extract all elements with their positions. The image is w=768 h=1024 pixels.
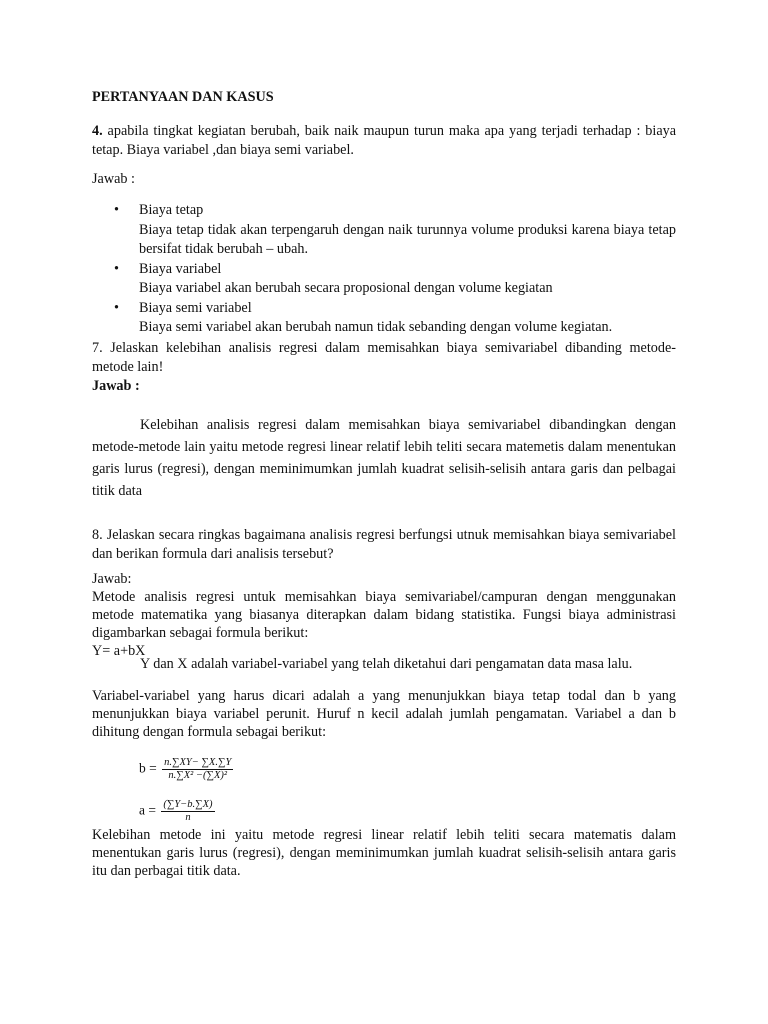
formula-b-denominator: n.∑X² −(∑X)² xyxy=(168,770,228,781)
formula-b-lhs: b = xyxy=(139,760,157,776)
question-7-answer-label: Jawab : xyxy=(92,378,140,394)
question-4-bullet-list xyxy=(92,201,676,338)
question-4-number: 4. xyxy=(92,123,103,139)
bullet-icon: • xyxy=(114,260,119,277)
formula-a-fraction xyxy=(161,799,214,824)
list-item-desc: Biaya variabel akan berubah secara proposional dengan volume kegiatan xyxy=(139,280,553,296)
list-item xyxy=(92,260,676,299)
document-heading: PERTANYAAN DAN KASUS xyxy=(92,89,274,105)
list-item-title: Biaya variabel xyxy=(139,260,222,277)
list-item-desc: Biaya semi variabel akan berubah namun tidak sebanding dengan volume kegiatan. xyxy=(139,319,613,335)
formula-a-numerator: (∑Y−b.∑X) xyxy=(163,799,213,810)
list-item xyxy=(92,299,676,338)
question-8-paragraph-3: Variabel-variabel yang harus dicari adalah a yang menunjukkan biaya tetap todal dan b yang menunjukkan biaya variabel perunit. Huruf n kecil adalah jumlah pengamatan. Variabel a dan b dihitung dengan formula sebagai berikut: xyxy=(92,688,676,740)
list-item-desc: Biaya tetap tidak akan terpengaruh dengan naik turunnya volume produksi karena biaya tetap bersifat tidak berubah – ubah. xyxy=(139,221,676,257)
list-item-title: Biaya tetap xyxy=(139,202,204,218)
question-8-paragraph-1: Metode analisis regresi untuk memisahkan biaya semivariabel/campuran dengan menggunakan metode matematika yang biasanya diterapkan dalam bidang statistika. Fungsi biaya administrasi digambarkan sebagai formula berikut: xyxy=(92,589,676,641)
question-4-answer-label: Jawab : xyxy=(92,171,135,187)
list-item xyxy=(92,201,676,260)
question-8-paragraph-2 xyxy=(92,655,676,673)
question-8-paragraph-2-text: Y dan X adalah variabel-variabel yang telah diketahui dari pengamatan data masa lalu. xyxy=(140,656,633,672)
bullet-icon: • xyxy=(114,299,119,316)
question-7-text: 7. Jelaskan kelebihan analisis regresi dalam memisahkan biaya semivariabel dibanding metode-metode lain! xyxy=(92,340,676,375)
question-7-answer xyxy=(92,414,676,502)
formula-a-denominator: n xyxy=(185,812,191,823)
question-4-text: apabila tingkat kegiatan berubah, baik naik maupun turun maka apa yang terjadi terhadap : biaya tetap. Biaya variabel ,dan biaya semi variabel. xyxy=(92,123,677,158)
formula-b-fraction xyxy=(162,757,233,782)
question-8-answer-label: Jawab: xyxy=(92,571,132,587)
formula-a xyxy=(139,799,215,824)
question-8-paragraph-4: Kelebihan metode ini yaitu metode regresi linear relatif lebih teliti secara matematis dalam menentukan garis lurus (regresi), dengan meminimumkan jumlah kuadrat selisih-selisih antara garis itu dan perbagai titik data. xyxy=(92,827,676,879)
question-4 xyxy=(92,122,676,160)
question-8-text: 8. Jelaskan secara ringkas bagaimana analisis regresi berfungsi utnuk memisahkan biaya semivariabel dan berikan formula dari analisis tersebut? xyxy=(92,527,676,562)
formula-b xyxy=(139,757,233,782)
list-item-title: Biaya semi variabel xyxy=(139,299,252,316)
regression-equation: Y= a+bX xyxy=(92,643,146,659)
question-7-answer-text: Kelebihan analisis regresi dalam memisahkan biaya semivariabel dibandingkan dengan metode-metode lain yaitu metode regresi linear relatif lebih teliti secara matemetis dalam menentukan garis lurus (regresi), dengan meminimumkan jumlah kuadrat selisih-selisih antara garis dan pelbagai titik data xyxy=(92,417,676,499)
formula-b-numerator: n.∑XY− ∑X.∑Y xyxy=(164,757,232,768)
bullet-icon: • xyxy=(114,202,119,218)
formula-a-lhs: a = xyxy=(139,802,156,818)
